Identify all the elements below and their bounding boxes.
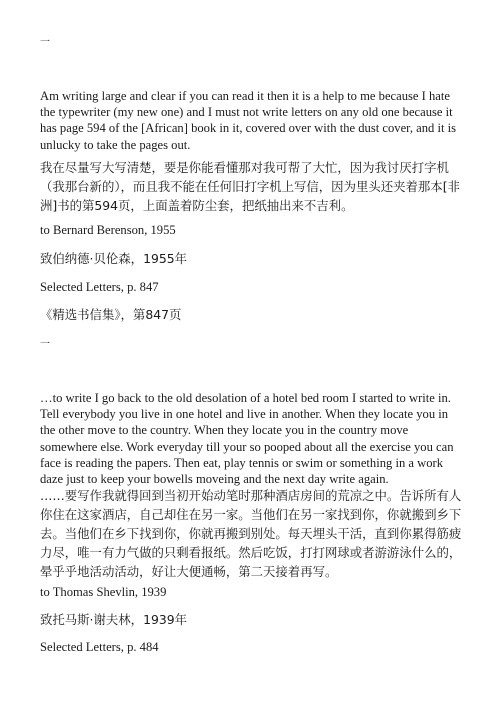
recipient-chinese: 致伯纳德·贝伦森，1955年: [40, 251, 187, 266]
quote-chinese: 我在尽量写大写清楚，要是你能看懂那对我可帮了大忙，因为我讨厌打字机（我那台新的），而且我不能在任何旧打字机上写信，因为里头还夹着那本[非洲]书的第594页，上面盖着防尘套，把纸抽出来不吉利。: [40, 160, 460, 213]
quote-chinese: ……要写作我就得回到当初开始动笔时那种酒店房间的荒凉之中。告诉所有人你住在这家酒店，自己却住在另一家。当他们在另一家找到你，你就搬到乡下去。当他们在乡下找到你，你就再搬到别处。每天埋头干活，直到你累得筋疲力尽，唯一有力气做的只剩看报纸。然后吃饭，打打网球或者游游泳什么的，晕乎乎地活动活动，好让大便通畅，第二天接着再写。: [40, 488, 462, 579]
source-chinese: 《精选书信集》，第847页: [40, 307, 182, 322]
quote-english: …to write I go back to the old desolation of a hotel bed room I started to write in. Tell everybody you live in one hotel and live in another. When they locate you in the other move to the country. When they locate you in the country move somewhere else. Work everyday till your so pooped about all the exercise you can face is reading the papers. Then eat, play tennis or swim or something in a work daze just to keep your bowells moveing and the next day write again.: [40, 391, 454, 487]
recipient-english: to Thomas Shevlin, 1939: [40, 585, 167, 599]
source-english: Selected Letters, p. 484: [40, 640, 159, 654]
recipient-chinese: 致托马斯·谢夫林，1939年: [40, 612, 187, 627]
recipient-english: to Bernard Berenson, 1955: [40, 223, 176, 237]
section-marker: 一: [40, 37, 50, 48]
source-english: Selected Letters, p. 847: [40, 280, 159, 294]
section-marker: 一: [40, 339, 50, 350]
quote-english: Am writing large and clear if you can read it then it is a help to me because I hate the typewriter (my new one) and I must not write letters on any old one because it has page 594 of the [African] book in it, covered over with the dust cover, and it is unlucky to take the pages out.: [40, 89, 457, 152]
